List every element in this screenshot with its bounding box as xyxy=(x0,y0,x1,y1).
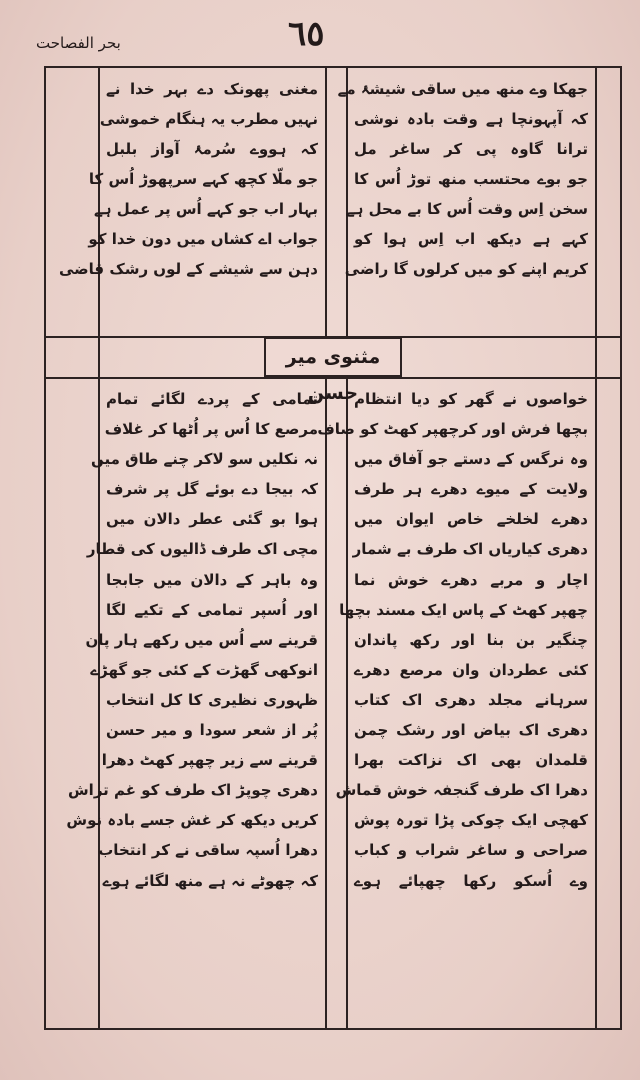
verse-line: کہ بیجا دے بوئے گل پر شرف xyxy=(106,480,318,499)
verse-line: ہوا بو گئی عطر دالان میں xyxy=(106,510,318,529)
top-right-column xyxy=(337,74,592,284)
verse-line: دھری کیاریاں اک طرف بے شمار xyxy=(352,540,588,559)
verse-line: وہ نرگس کے دستے جو آفاق میں xyxy=(354,450,588,469)
verse-line: قرینے سے زیر چھپر کھٹ دھرا xyxy=(101,751,318,770)
poem-title-banner: مثنوی میر حسن xyxy=(264,337,402,377)
verse-line: جو ملّا کچھ کہے سرپھوڑ اُس کا xyxy=(88,170,318,188)
verse-line: وہ باہر کے دالان میں جابجا xyxy=(106,570,318,589)
verse-line: پُر از شعر سودا و میر حسن xyxy=(106,721,318,740)
verse-line: جو بوے محتسب منھ توڑ اُس کا xyxy=(354,170,588,188)
column-rule-center-left-lower xyxy=(325,378,327,1030)
verse-line: کئی عطردان وان مرصع دھرے xyxy=(354,660,588,679)
verse-line: مرصع کا اُس پر اُٹھا کر غلاف xyxy=(104,420,318,439)
verse-line: دھرا اک طرف گنجفہ خوش قماش xyxy=(335,781,588,800)
bottom-left-column xyxy=(66,384,322,896)
verse-line: قلمدان بھی اک نزاکت بھرا xyxy=(354,751,588,770)
verse-line: سخن اِس وقت اُس کا بے محل ہے xyxy=(345,200,588,218)
verse-line: خواصوں نے گھر کو دیا انتظام xyxy=(354,390,588,408)
running-header: بحر الفصاحت xyxy=(36,34,121,52)
verse-line: ترانا گاوہ پی کر ساغر مل xyxy=(354,140,588,158)
verse-line: مچی اک طرف ڈالیوں کی قطار xyxy=(86,540,318,559)
verse-line: مغنی پھونک دے بہر خدا نے xyxy=(106,80,318,98)
verse-line: اور اُسپر تمامی کے تکیے لگا xyxy=(106,600,318,619)
verse-line: کھچی ایک چوکی پڑا تورہ پوش xyxy=(354,811,588,830)
verse-line: نہ نکلیں سو لاکر چنے طاق میں xyxy=(90,450,318,469)
verse-line: تمامی کے پردے لگائے تمام xyxy=(106,390,318,408)
verse-line: دھرا اُسپہ ساقی نے کر انتخاب xyxy=(98,841,318,860)
verse-line: چھپر کھٹ کے پاس ایک مسند بچھا xyxy=(339,600,588,619)
top-left-column xyxy=(58,74,322,284)
verse-line: کریم اپنے کو میں کرلوں گا راضی xyxy=(344,260,588,278)
bottom-right-column xyxy=(317,384,592,896)
verse-line: دھرے لخلخے خاص ایوان میں xyxy=(354,510,588,529)
verse-line: انوکھی گھڑت کے کئی جو گھڑے xyxy=(90,660,318,679)
page-number: ٦٥ xyxy=(288,14,325,54)
column-rule-right-outer xyxy=(595,66,597,1030)
verse-line: اچار و مربے دھرے خوش نما xyxy=(354,570,588,589)
verse-line: جھکا وے منھ میں ساقی شیشۂ مے xyxy=(337,80,588,98)
verse-line: کہ چھوٹے نہ ہے منھ لگائے ہوے xyxy=(102,871,318,890)
verse-line: صراحی و ساغر شراب و کباب xyxy=(354,841,588,860)
column-rule-center-right-lower xyxy=(346,378,348,1030)
verse-line: کہے ہے دیکھ اب اِس ہوا کو xyxy=(354,230,588,248)
verse-line: دھری چوپڑ اک طرف کو غم تراش xyxy=(67,781,318,800)
verse-line: قرینے سے اُس میں رکھے ہار پان xyxy=(85,630,318,649)
verse-line: نہیں مطرب یہ ہنگام خموشی xyxy=(99,110,318,128)
verse-line: کہ ہووے سُرمۂ آواز بلبل xyxy=(106,140,318,158)
verse-line: ولایت کے میوے دھرے ہر طرف xyxy=(354,480,588,499)
verse-line: کہ آپہونچا ہے وقت بادہ نوشی xyxy=(354,110,588,128)
verse-line: جواب اے کشاں میں دون خدا کو xyxy=(88,230,318,248)
verse-line: بہار اب جو کہے اُس پر عمل ہے xyxy=(93,200,318,218)
verse-line: سرہانے مجلد دھری اک کتاب xyxy=(354,690,588,709)
verse-line: چنگیر بن بنا اور رکھ پاندان xyxy=(354,630,588,649)
verse-line: ظہوری نظیری کا کل انتخاب xyxy=(106,690,318,709)
verse-line: بچھا فرش اور کرچھپر کھٹ کو صاف xyxy=(317,420,588,439)
column-rule-center-left xyxy=(325,66,327,336)
verse-line: وے اُسکو رکھا چھپائے ہوے xyxy=(354,871,588,890)
verse-line: دھری اک بیاض اور رشک چمن xyxy=(354,721,588,740)
verse-line: کریں دیکھ کر غش جسے بادہ نوش xyxy=(66,811,318,830)
verse-line: دہن سے شیشے کے لوں رشک قاضی xyxy=(58,260,318,278)
